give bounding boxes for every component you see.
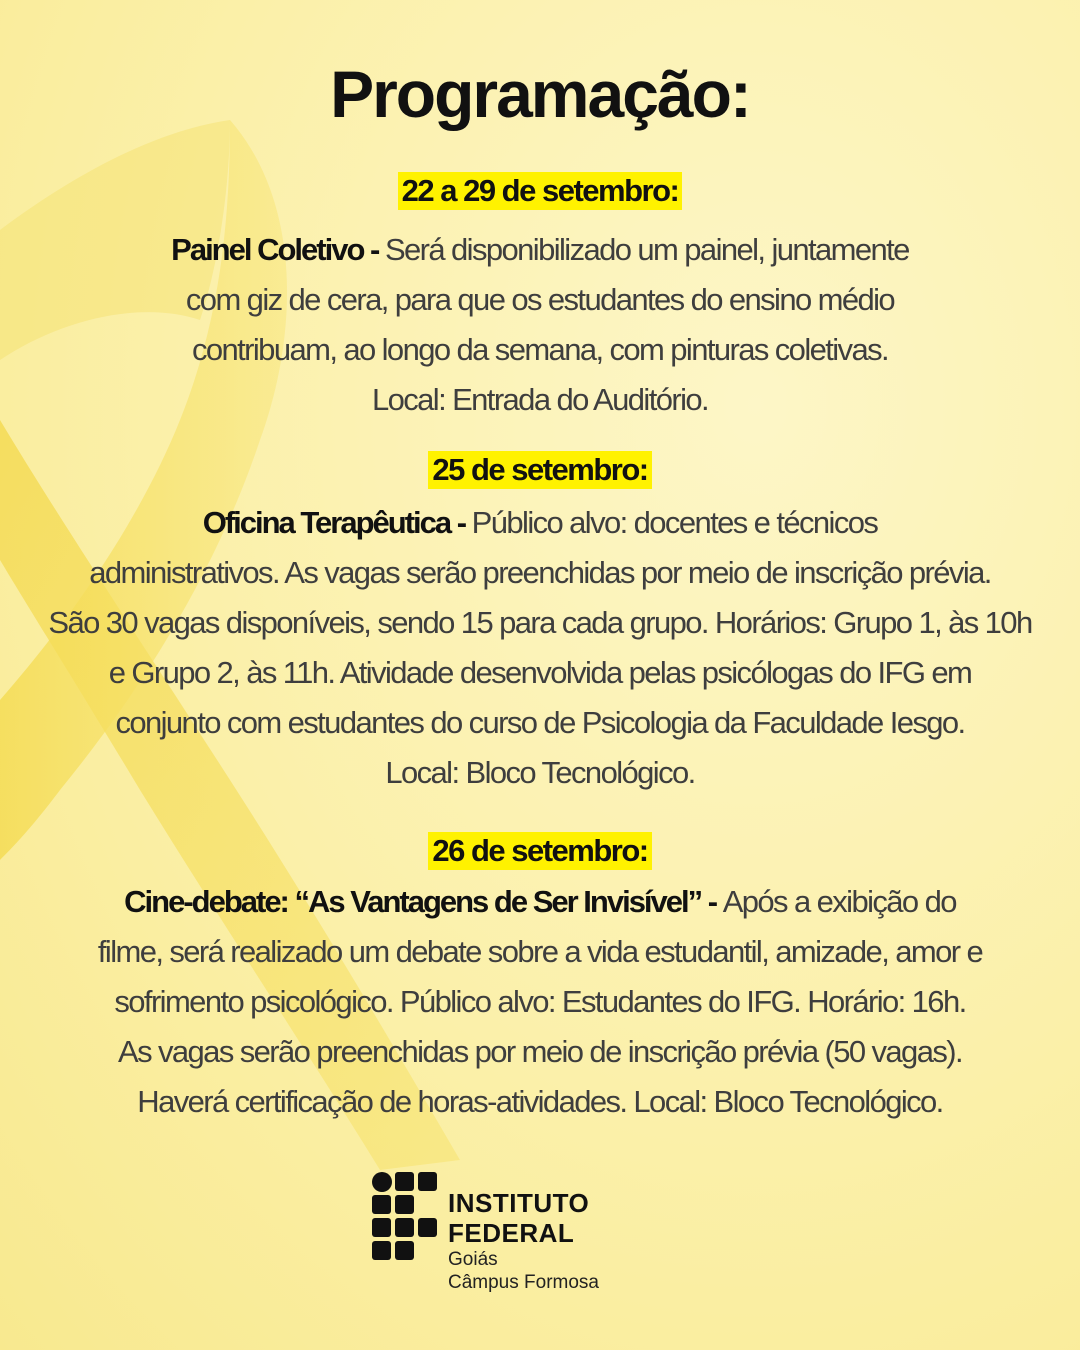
section-label: Painel Coletivo -: [171, 232, 385, 267]
text-line: São 30 vagas disponíveis, sendo 15 para cada grupo. Horários: Grupo 1, às 10h: [48, 605, 1032, 640]
date-heading-1: [0, 172, 1080, 210]
if-grid-logo-icon: [372, 1172, 438, 1262]
date-heading-2: [0, 451, 1080, 489]
section-text-3: [20, 877, 1060, 1127]
text-line: Local: Bloco Tecnológico.: [385, 755, 695, 790]
text-line: conjunto com estudantes do curso de Psicologia da Faculdade Iesgo.: [115, 705, 965, 740]
text-line: Local: Entrada do Auditório.: [371, 382, 709, 417]
text-line: administrativos. As vagas serão preenchidas por meio de inscrição prévia.: [89, 555, 991, 590]
logo-text: [448, 1188, 712, 1294]
text-line: com giz de cera, para que os estudantes do ensino médio: [185, 282, 895, 317]
institute-logo: [372, 1172, 712, 1293]
text-line: filme, será realizado um debate sobre a vida estudantil, amizade, amor e: [97, 934, 983, 969]
section-text-2: [20, 498, 1060, 798]
date-badge: 22 a 29 de setembro:: [398, 172, 683, 210]
section-label: Cine-debate: “As Vantagens de Ser Invisível” -: [124, 884, 723, 919]
institute-name: INSTITUTO FEDERAL: [448, 1188, 590, 1248]
text-line: Público alvo: docentes e técnicos: [471, 505, 878, 540]
text-line: e Grupo 2, às 11h. Atividade desenvolvida pelas psicólogas do IFG em: [108, 655, 972, 690]
text-line: Será disponibilizado um painel, juntamente: [384, 232, 909, 267]
text-line: contribuam, ao longo da semana, com pinturas coletivas.: [191, 332, 889, 367]
section-label: Oficina Terapêutica -: [202, 505, 472, 540]
text-line: As vagas serão preenchidas por meio de inscrição prévia (50 vagas).: [118, 1034, 962, 1069]
institute-campus: Câmpus Formosa: [448, 1272, 599, 1293]
text-line: sofrimento psicológico. Público alvo: Estudantes do IFG. Horário: 16h.: [114, 984, 966, 1019]
institute-state: Goiás: [448, 1249, 498, 1270]
text-line: Após a exibição do: [722, 884, 956, 919]
text-line: Haverá certificação de horas-atividades. Local: Bloco Tecnológico.: [137, 1084, 943, 1119]
date-badge: 25 de setembro:: [428, 451, 651, 489]
page-title: Programação:: [330, 57, 750, 131]
date-badge: 26 de setembro:: [428, 832, 651, 870]
date-heading-3: [0, 832, 1080, 870]
section-text-1: [20, 225, 1060, 425]
